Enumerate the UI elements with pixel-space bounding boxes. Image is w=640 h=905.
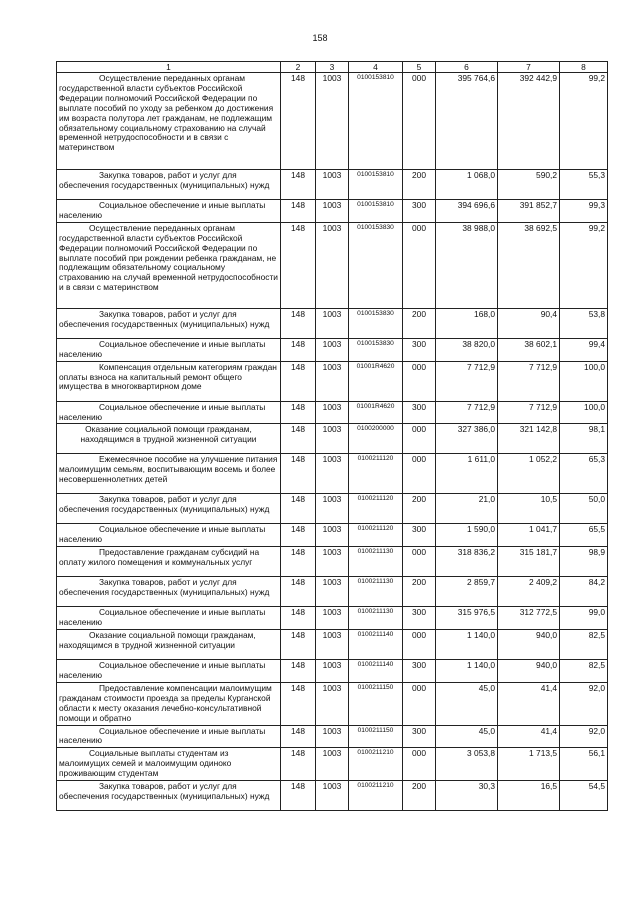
planned-amount-cell: 30,3 [436,781,498,811]
target-article-cell: 01001R4620 [349,361,403,401]
admin-code-cell: 148 [281,748,316,781]
name-cell: Предоставление компенсации малоимущим гражданам стоимости проезда за пределы Курганской области к месту оказания лечебно-консультативной помощи и обратно [57,682,281,725]
section-code-cell: 1003 [316,170,349,200]
expense-type-cell: 000 [403,361,436,401]
name-cell: Закупка товаров, работ и услуг для обеспечения государственных (муниципальных) нужд [57,170,281,200]
admin-code-cell: 148 [281,401,316,424]
planned-amount-cell: 7 712,9 [436,361,498,401]
actual-amount-cell: 940,0 [498,630,560,660]
table-row [57,308,608,338]
planned-amount-cell: 318 836,2 [436,547,498,577]
target-article-cell: 0100211130 [349,547,403,577]
column-header: 6 [436,62,498,73]
column-number-row [57,62,608,73]
expense-type-cell: 300 [403,524,436,547]
name-cell: Закупка товаров, работ и услуг для обеспечения государственных (муниципальных) нужд [57,781,281,811]
percent-cell: 55,3 [560,170,608,200]
name-cell: Социальное обеспечение и иные выплаты населению [57,524,281,547]
target-article-cell: 0100211120 [349,524,403,547]
expense-type-cell: 000 [403,547,436,577]
table-row [57,748,608,781]
actual-amount-cell: 7 712,9 [498,401,560,424]
expense-type-cell: 300 [403,401,436,424]
column-header: 1 [57,62,281,73]
table-row [57,73,608,170]
actual-amount-cell: 38 692,5 [498,222,560,308]
admin-code-cell: 148 [281,200,316,223]
table-row [57,781,608,811]
planned-amount-cell: 1 590,0 [436,524,498,547]
section-code-cell: 1003 [316,682,349,725]
actual-amount-cell: 590,2 [498,170,560,200]
planned-amount-cell: 38 820,0 [436,338,498,361]
column-header: 7 [498,62,560,73]
name-cell: Оказание социальной помощи гражданам, находящимся в трудной жизненной ситуации [57,424,281,454]
table-row [57,338,608,361]
actual-amount-cell: 90,4 [498,308,560,338]
expense-type-cell: 300 [403,725,436,748]
admin-code-cell: 148 [281,308,316,338]
page-number: 158 [312,33,328,43]
table-row [57,424,608,454]
column-header: 3 [316,62,349,73]
target-article-cell: 0100211210 [349,781,403,811]
table-row [57,454,608,494]
admin-code-cell: 148 [281,630,316,660]
admin-code-cell: 148 [281,73,316,170]
planned-amount-cell: 2 859,7 [436,577,498,607]
planned-amount-cell: 3 053,8 [436,748,498,781]
expense-type-cell: 200 [403,308,436,338]
actual-amount-cell: 315 181,7 [498,547,560,577]
percent-cell: 82,5 [560,660,608,683]
percent-cell: 98,9 [560,547,608,577]
percent-cell: 53,8 [560,308,608,338]
column-header: 2 [281,62,316,73]
actual-amount-cell: 2 409,2 [498,577,560,607]
admin-code-cell: 148 [281,524,316,547]
admin-code-cell: 148 [281,454,316,494]
name-cell: Закупка товаров, работ и услуг для обеспечения государственных (муниципальных) нужд [57,494,281,524]
section-code-cell: 1003 [316,781,349,811]
column-header: 4 [349,62,403,73]
actual-amount-cell: 391 852,7 [498,200,560,223]
target-article-cell: 01001R4620 [349,401,403,424]
admin-code-cell: 148 [281,725,316,748]
target-article-cell: 0100211150 [349,682,403,725]
column-header: 8 [560,62,608,73]
target-article-cell: 0100153810 [349,73,403,170]
expense-type-cell: 000 [403,630,436,660]
planned-amount-cell: 45,0 [436,682,498,725]
name-cell: Социальное обеспечение и иные выплаты населению [57,338,281,361]
percent-cell: 54,5 [560,781,608,811]
percent-cell: 65,3 [560,454,608,494]
name-cell: Предоставление гражданам субсидий на оплату жилого помещения и коммунальных услуг [57,547,281,577]
section-code-cell: 1003 [316,577,349,607]
target-article-cell: 0100211140 [349,660,403,683]
expense-type-cell: 300 [403,338,436,361]
expense-type-cell: 000 [403,454,436,494]
admin-code-cell: 148 [281,781,316,811]
name-cell: Осуществление переданных органам государственной власти субъектов Российской Федерации полномочий Российской Федерации по выплате пособий по уходу за ребенком до достижения им возраста полутора лет гражданам, не подлежащим обязательному социальному страхованию на случай временной нетрудоспособности и в связи с материнством [57,73,281,170]
table-row [57,547,608,577]
planned-amount-cell: 1 068,0 [436,170,498,200]
section-code-cell: 1003 [316,454,349,494]
actual-amount-cell: 312 772,5 [498,607,560,630]
target-article-cell: 0100211140 [349,630,403,660]
planned-amount-cell: 395 764,6 [436,73,498,170]
percent-cell: 100,0 [560,361,608,401]
admin-code-cell: 148 [281,577,316,607]
target-article-cell: 0100153810 [349,170,403,200]
name-cell: Социальное обеспечение и иные выплаты населению [57,725,281,748]
section-code-cell: 1003 [316,338,349,361]
percent-cell: 99,3 [560,200,608,223]
table-row [57,524,608,547]
actual-amount-cell: 940,0 [498,660,560,683]
expense-type-cell: 200 [403,577,436,607]
section-code-cell: 1003 [316,607,349,630]
expense-type-cell: 200 [403,494,436,524]
target-article-cell: 0100153830 [349,222,403,308]
target-article-cell: 0100211120 [349,454,403,494]
table-row [57,494,608,524]
planned-amount-cell: 394 696,6 [436,200,498,223]
section-code-cell: 1003 [316,200,349,223]
section-code-cell: 1003 [316,630,349,660]
admin-code-cell: 148 [281,607,316,630]
table-row [57,401,608,424]
name-cell: Оказание социальной помощи гражданам, находящимся в трудной жизненной ситуации [57,630,281,660]
actual-amount-cell: 38 602,1 [498,338,560,361]
table-row [57,222,608,308]
name-cell: Социальное обеспечение и иные выплаты населению [57,660,281,683]
expense-type-cell: 200 [403,781,436,811]
section-code-cell: 1003 [316,748,349,781]
admin-code-cell: 148 [281,338,316,361]
actual-amount-cell: 41,4 [498,725,560,748]
percent-cell: 99,0 [560,607,608,630]
name-cell: Ежемесячное пособие на улучшение питания малоимущим семьям, воспитывающим восемь и более несовершеннолетних детей [57,454,281,494]
target-article-cell: 0100153810 [349,200,403,223]
column-header: 5 [403,62,436,73]
admin-code-cell: 148 [281,361,316,401]
target-article-cell: 0100211130 [349,607,403,630]
percent-cell: 92,0 [560,682,608,725]
planned-amount-cell: 315 976,5 [436,607,498,630]
target-article-cell: 0100200000 [349,424,403,454]
percent-cell: 99,2 [560,73,608,170]
admin-code-cell: 148 [281,547,316,577]
expense-type-cell: 200 [403,170,436,200]
section-code-cell: 1003 [316,361,349,401]
section-code-cell: 1003 [316,308,349,338]
planned-amount-cell: 168,0 [436,308,498,338]
expense-type-cell: 000 [403,73,436,170]
section-code-cell: 1003 [316,222,349,308]
table-row [57,630,608,660]
actual-amount-cell: 16,5 [498,781,560,811]
section-code-cell: 1003 [316,547,349,577]
expense-type-cell: 000 [403,748,436,781]
name-cell: Закупка товаров, работ и услуг для обеспечения государственных (муниципальных) нужд [57,577,281,607]
expense-type-cell: 300 [403,660,436,683]
target-article-cell: 0100153830 [349,338,403,361]
percent-cell: 65,5 [560,524,608,547]
percent-cell: 92,0 [560,725,608,748]
percent-cell: 98,1 [560,424,608,454]
target-article-cell: 0100211210 [349,748,403,781]
section-code-cell: 1003 [316,73,349,170]
table-row [57,607,608,630]
expense-type-cell: 000 [403,682,436,725]
expense-type-cell: 000 [403,424,436,454]
planned-amount-cell: 45,0 [436,725,498,748]
admin-code-cell: 148 [281,424,316,454]
table-row [57,577,608,607]
expense-type-cell: 300 [403,607,436,630]
name-cell: Компенсация отдельным категориям граждан оплаты взноса на капитальный ремонт общего имущества в многоквартирном доме [57,361,281,401]
section-code-cell: 1003 [316,494,349,524]
actual-amount-cell: 1 052,2 [498,454,560,494]
name-cell: Осуществление переданных органам государственной власти субъектов Российской Федерации полномочий Российской Федерации по выплате пособий при рождении ребенка гражданам, не подлежащим обязательному социальному страхованию на случай временной нетрудоспособности и в связи с материнством [57,222,281,308]
actual-amount-cell: 10,5 [498,494,560,524]
actual-amount-cell: 1 713,5 [498,748,560,781]
expense-type-cell: 000 [403,222,436,308]
target-article-cell: 0100211120 [349,494,403,524]
target-article-cell: 0100211130 [349,577,403,607]
actual-amount-cell: 1 041,7 [498,524,560,547]
budget-table [56,61,608,811]
table-row [57,660,608,683]
actual-amount-cell: 321 142,8 [498,424,560,454]
percent-cell: 56,1 [560,748,608,781]
admin-code-cell: 148 [281,682,316,725]
admin-code-cell: 148 [281,494,316,524]
admin-code-cell: 148 [281,222,316,308]
percent-cell: 82,5 [560,630,608,660]
name-cell: Социальное обеспечение и иные выплаты населению [57,607,281,630]
name-cell: Социальное обеспечение и иные выплаты населению [57,401,281,424]
name-cell: Закупка товаров, работ и услуг для обеспечения государственных (муниципальных) нужд [57,308,281,338]
section-code-cell: 1003 [316,725,349,748]
section-code-cell: 1003 [316,524,349,547]
planned-amount-cell: 1 611,0 [436,454,498,494]
section-code-cell: 1003 [316,424,349,454]
name-cell: Социальное обеспечение и иные выплаты населению [57,200,281,223]
table-row [57,725,608,748]
table-row [57,200,608,223]
planned-amount-cell: 38 988,0 [436,222,498,308]
table-row [57,361,608,401]
target-article-cell: 0100211150 [349,725,403,748]
planned-amount-cell: 327 386,0 [436,424,498,454]
percent-cell: 84,2 [560,577,608,607]
percent-cell: 99,2 [560,222,608,308]
section-code-cell: 1003 [316,660,349,683]
actual-amount-cell: 7 712,9 [498,361,560,401]
section-code-cell: 1003 [316,401,349,424]
planned-amount-cell: 1 140,0 [436,660,498,683]
expense-type-cell: 300 [403,200,436,223]
percent-cell: 99,4 [560,338,608,361]
admin-code-cell: 148 [281,660,316,683]
percent-cell: 50,0 [560,494,608,524]
target-article-cell: 0100153830 [349,308,403,338]
table-row [57,682,608,725]
planned-amount-cell: 7 712,9 [436,401,498,424]
percent-cell: 100,0 [560,401,608,424]
planned-amount-cell: 1 140,0 [436,630,498,660]
actual-amount-cell: 392 442,9 [498,73,560,170]
admin-code-cell: 148 [281,170,316,200]
planned-amount-cell: 21,0 [436,494,498,524]
table-row [57,170,608,200]
actual-amount-cell: 41,4 [498,682,560,725]
name-cell: Социальные выплаты студентам из малоимущих семей и малоимущим одиноко проживающим студентам [57,748,281,781]
